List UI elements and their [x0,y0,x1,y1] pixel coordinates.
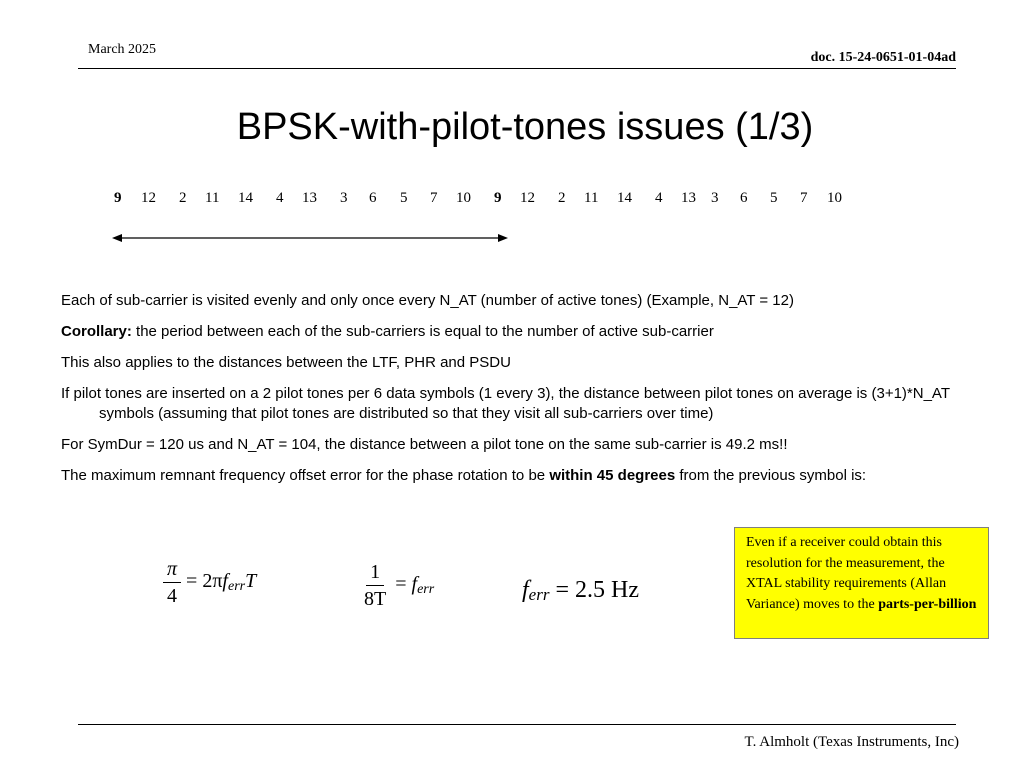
equation-1-fraction [163,557,181,608]
equation-2-err: err [417,582,435,598]
equation-2-equals: = [395,573,407,596]
header-doc-id: doc. 15-24-0651-01-04ad [810,50,956,65]
sequence-item: 5 [770,190,778,206]
sequence-item: 10 [456,190,471,206]
equation-2-f: f [411,573,418,596]
corollary-label: Corollary: [61,323,132,340]
sequence-item: 11 [205,190,220,206]
equation-2-denominator: 8T [364,588,387,610]
equation-3-f: f [522,577,529,603]
sequence-item: 7 [800,190,808,206]
callout-bold: parts-per-billion [878,596,977,612]
equation-1-f: f [222,570,228,593]
equation-1-equals: = [186,570,198,593]
sequence-item: 9 [494,190,502,206]
max-offset-pre: The maximum remnant frequency offset error for the phase rotation to be [61,467,550,484]
sequence-item: 4 [276,190,284,206]
paragraph-max-offset [61,466,991,486]
sequence-item: 14 [617,190,632,206]
footer-divider [78,724,956,725]
equation-3 [522,577,639,605]
sequence-item: 3 [711,190,719,206]
sequence-item: 4 [655,190,663,206]
sequence-item: 14 [238,190,253,206]
sequence-item: 10 [827,190,842,206]
equation-1-err: err [227,579,246,595]
sequence-item: 11 [584,190,599,206]
equation-3-err: err [528,585,550,604]
sequence-item: 7 [430,190,438,206]
footer-author: T. Almholt (Texas Instruments, Inc) [744,734,959,750]
header-date: March 2025 [88,42,157,57]
equation-2-fraction [360,560,390,611]
corollary-text: the period between each of the sub-carriers is equal to the number of active sub-carrier [131,323,714,340]
paragraph-pilot-tones: If pilot tones are inserted on a 2 pilot tones per 6 data symbols (1 every 3), the distance between pilot tones on average is (3+1)*N_AT symbols (assuming that pilot tones are distributed so that they visit all sub-carriers over time) [61,385,950,422]
equation-1-numerator: π [163,557,181,583]
sequence-item: 6 [369,190,377,206]
callout-note [734,527,989,639]
sequence-item: 5 [400,190,408,206]
equation-3-value: = 2.5 Hz [555,577,639,603]
sequence-item: 3 [340,190,348,206]
paragraph-corollary [61,322,991,342]
sequence-item: 6 [740,190,748,206]
sequence-item: 2 [558,190,566,206]
sequence-item: 12 [520,190,535,206]
equation-1-denominator: 4 [167,585,178,607]
paragraph-symdur: For SymDur = 120 us and N_AT = 104, the distance between a pilot tone on the same sub-carrier is 49.2 ms!! [61,436,788,453]
max-offset-bold: within 45 degrees [549,467,676,484]
sequence-item: 2 [179,190,187,206]
equation-2 [360,560,434,611]
sequence-item: 9 [114,190,122,206]
sequence-item: 13 [681,190,696,206]
equation-1 [163,557,256,608]
slide-title: BPSK-with-pilot-tones issues (1/3) [236,106,814,148]
sequence-item: 13 [302,190,317,206]
equation-1-T: T [245,570,257,593]
subcarrier-sequence [0,190,1024,210]
equation-2-numerator: 1 [366,560,384,586]
paragraph-ltf: This also applies to the distances between the LTF, PHR and PSDU [61,354,511,371]
paragraph-visit: Each of sub-carrier is visited evenly and only once every N_AT (number of active tones) (Example, N_AT = 12) [61,292,794,309]
body-text [61,291,991,497]
callout-text: Even if a receiver could obtain this resolution for the measurement, the XTAL stability requirements (Allan Variance) moves to the [746,535,947,612]
equation-1-two-pi: 2π [202,570,223,593]
header-divider [78,68,956,69]
sequence-item: 12 [141,190,156,206]
max-offset-post: from the previous symbol is: [675,467,867,484]
period-arrow [110,229,510,247]
